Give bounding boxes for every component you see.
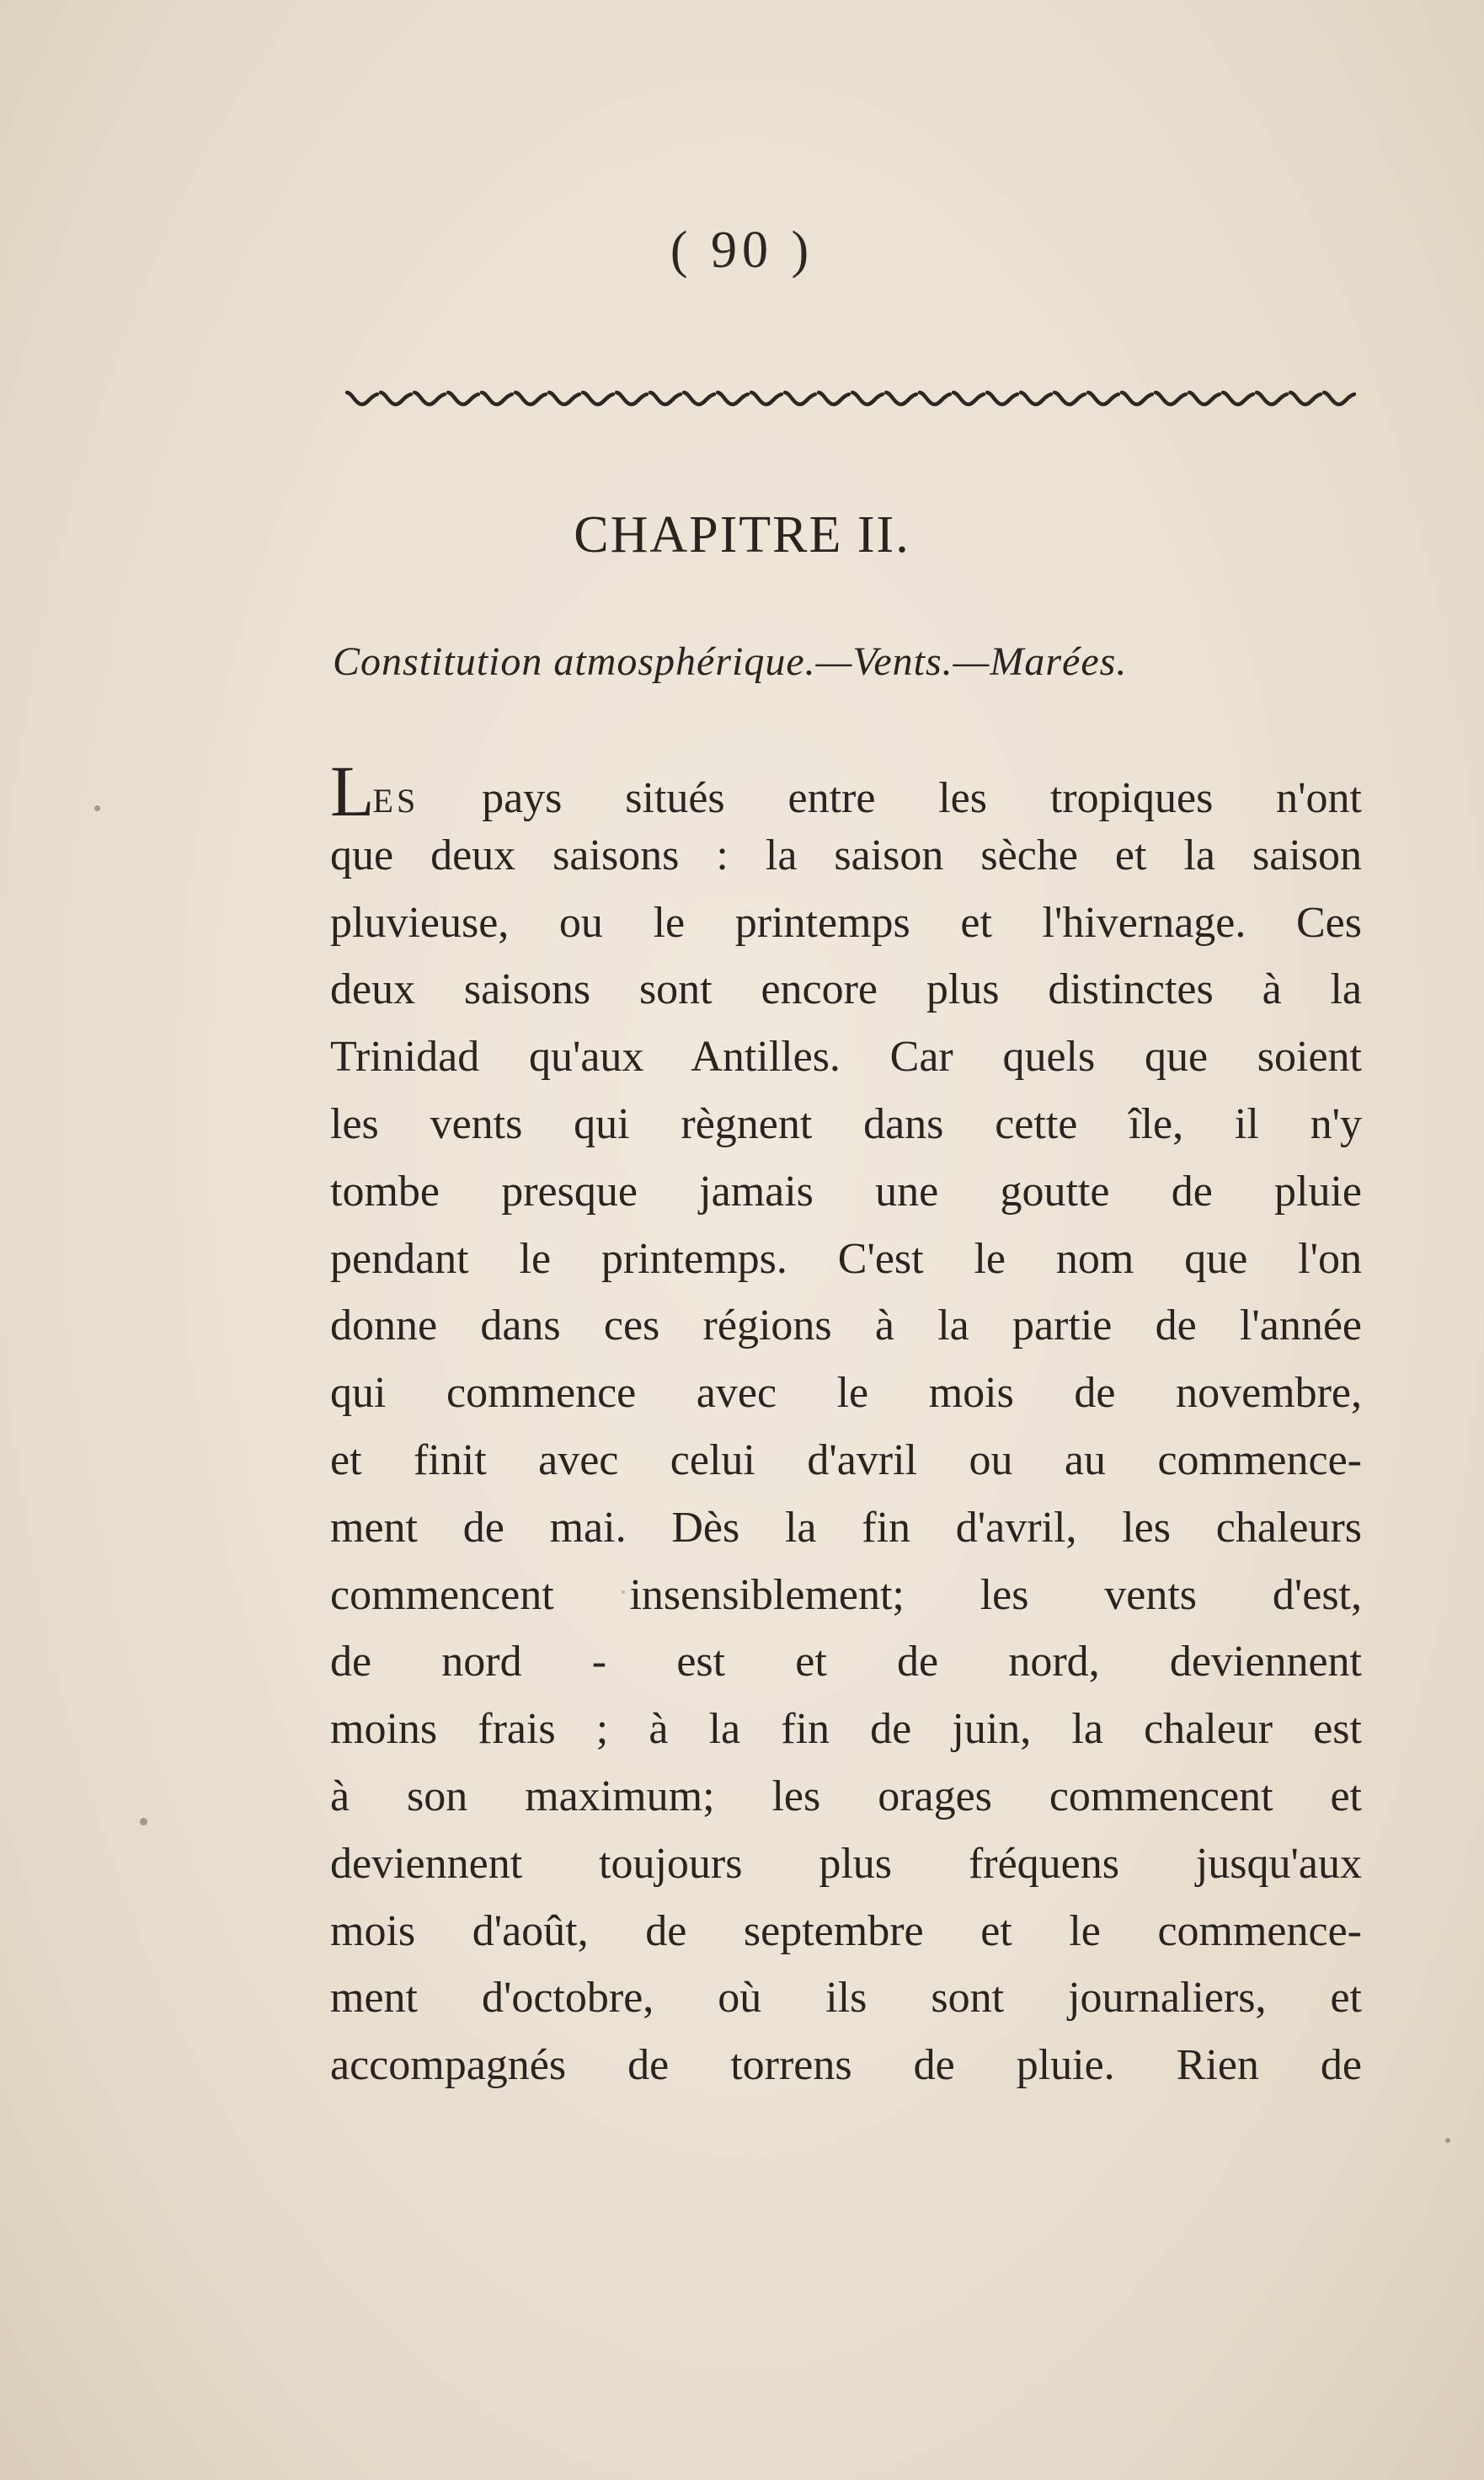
paper-speck (1445, 2138, 1450, 2143)
drop-cap-continuation: ES (372, 782, 419, 820)
text-line: qui commence avec le mois de novembre, (330, 1369, 1362, 1418)
text-line: deux saisons sont encore plus distinctes à la (330, 965, 1362, 1014)
paper-speck (140, 1818, 147, 1825)
text-line: mois d'août, de septembre et le commence- (330, 1906, 1362, 1955)
text-line: les vents qui règnent dans cette île, il n'y (330, 1099, 1362, 1148)
text-line-last: accompagnés de torrens de pluie. Rien de (330, 2041, 1362, 2090)
paper-speck (94, 805, 100, 811)
text-line: pluvieuse, ou le printemps et l'hivernage. Ces (330, 898, 1362, 947)
text-line: tombe presque jamais une goutte de pluie (330, 1167, 1362, 1216)
text-line: Trinidad qu'aux Antilles. Car quels que soient (330, 1033, 1362, 1082)
text-line: ment de mai. Dès la fin d'avril, les chaleurs (330, 1503, 1362, 1552)
text-line: que deux saisons : la saison sèche et la saison (330, 831, 1362, 879)
text-line: deviennent toujours plus fréquens jusqu'aux (330, 1839, 1362, 1888)
text-line-first (330, 755, 1362, 822)
chapter-title: CHAPITRE II. (574, 506, 910, 564)
paper-speck (622, 1590, 625, 1594)
text-line: donne dans ces régions à la partie de l'année (330, 1301, 1362, 1350)
text-line: pendant le printemps. C'est le nom que l'on (330, 1234, 1362, 1283)
text-line: moins frais ; à la fin de juin, la chaleur est (330, 1705, 1362, 1754)
body-paragraph (330, 755, 1362, 2099)
text-line: à son maximum; les orages commencent et (330, 1772, 1362, 1820)
text-line: commencent insensiblement; les vents d'est, (330, 1570, 1362, 1619)
text-line: ment d'octobre, où ils sont journaliers, et (330, 1974, 1362, 2023)
text-line: et finit avec celui d'avril ou au commence- (330, 1435, 1362, 1484)
page-number: ( 90 ) (670, 222, 814, 279)
drop-cap: L (330, 755, 373, 822)
first-line-text: pays situés entre les tropiques n'ont (482, 774, 1362, 822)
ornament-icon (345, 386, 1356, 411)
wavy-rule-ornament (345, 386, 1356, 411)
chapter-subtitle: Constitution atmosphérique.—Vents.—Marées. (333, 639, 1128, 684)
text-line: de nord - est et de nord, deviennent (330, 1638, 1362, 1686)
